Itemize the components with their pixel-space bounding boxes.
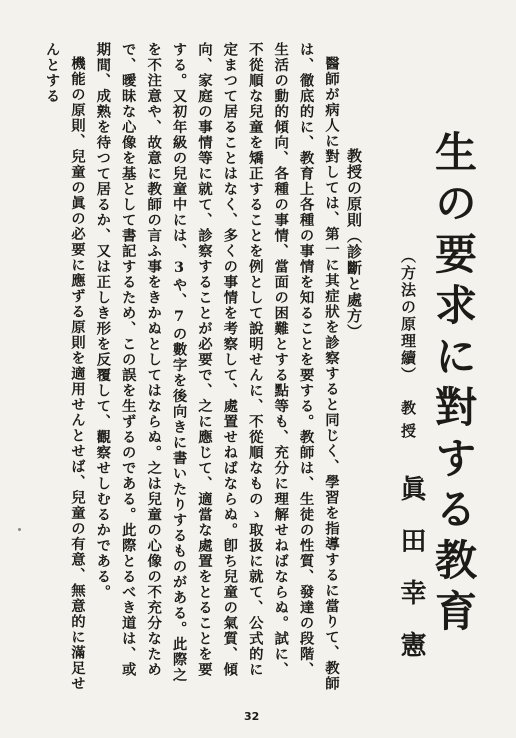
article-title: 生の要求に對する教育: [429, 130, 478, 640]
margin-mark: [18, 528, 21, 531]
author-name: 眞田幸憲: [396, 475, 426, 683]
paragraph: 醫師が病人に對しては、第一に其症狀を診察すると同じく、學習を指導するに當りて、教師は、徹底的に、教育上各種の事情を知ることを要する。教師は、生徒の性質、發達の段階、生活の動的傾向、各種の事情、當面の困難とする點等も、充分に理解せねばならぬ。試に、不從順な兒童を矯正することを例として說明せんに、不從順なものゝ取扱に就て、公式的に定まつて居ることはなく、多くの事情を考察して、處置せねばならぬ。卽ち兒童の氣質、傾向、家庭の事情等に就て、診察することが必要で、之に應じて、適當な處置をとることを要する。又初年級の兒童中には、3や、7の數字を後向きに書いたりするものがある。此際之を不注意や、故意に教師の言ふ事をきかぬとしてはならぬ。之は兒童の心像の不充分なためで、曖昧な心像を基として書記するため、この誤を生ずるのである。此際とるべき道は、或期間、成熟を待つて居るか、又は正しき形を反覆して、觀察せしむるかである。: [94, 42, 340, 692]
page-number: 32: [244, 710, 260, 723]
section-heading: 教授の原則（診斷と處方）: [345, 148, 363, 340]
article-subtitle: （方法の原理續）: [399, 248, 417, 384]
paragraph: 機能の原則、兒童の眞の必要に應ずる原則を適用せんとせば、兒童の有意、無意的に滿足せんとする: [43, 42, 86, 692]
author-role: 教授: [399, 400, 417, 446]
body-text: [43, 42, 344, 692]
